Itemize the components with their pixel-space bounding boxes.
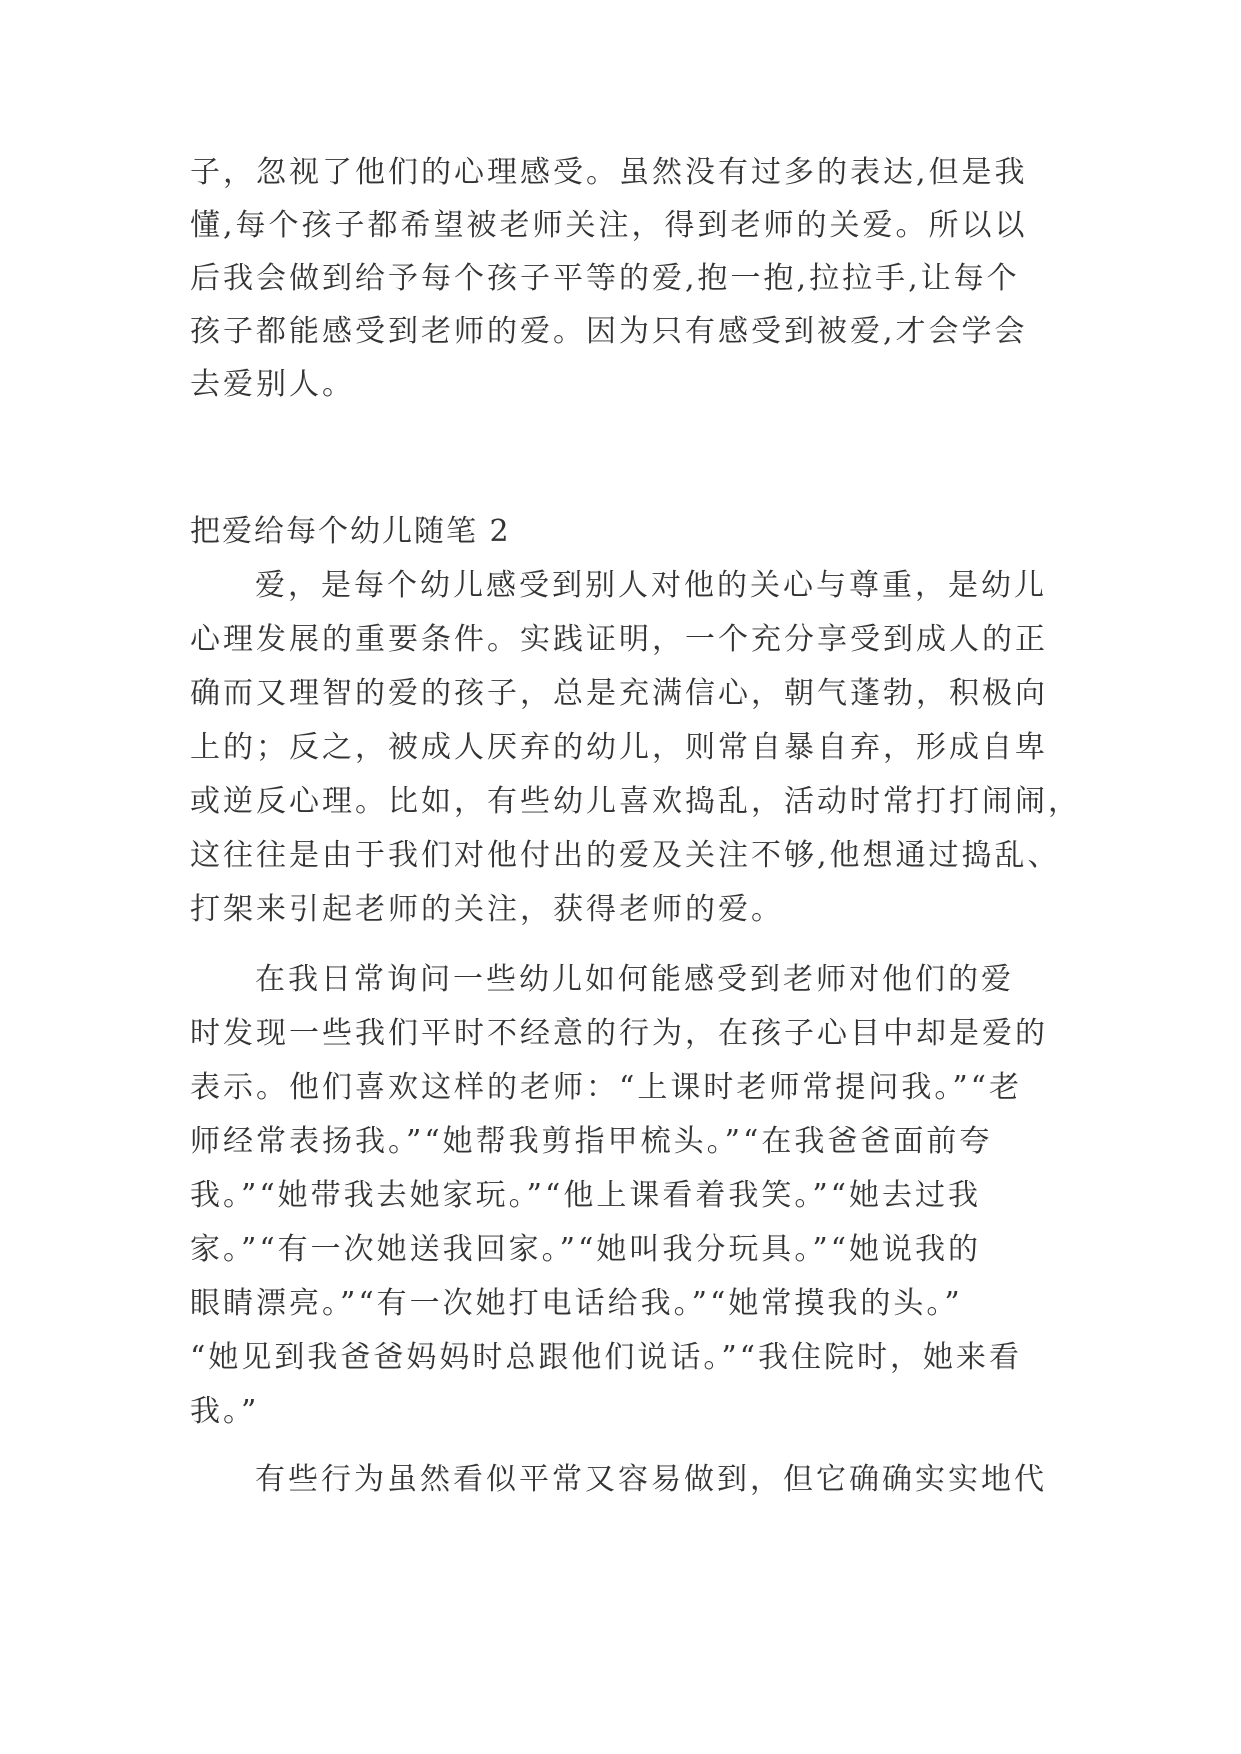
text-line: 心理发展的重要条件。实践证明，一个充分享受到成人的正 (190, 622, 1048, 657)
text-line: 爱，是每个幼儿感受到别人对他的关心与尊重，是幼儿 (255, 568, 1047, 603)
text-line: 后我会做到给予每个孩子平等的爱,抱一抱,拉拉手,让每个 (190, 261, 1020, 296)
text-line: 孩子都能感受到老师的爱。因为只有感受到被爱,才会学会 (190, 314, 1028, 349)
text-line: 我。” (190, 1394, 260, 1429)
text-line: “她见到我爸爸妈妈时总跟他们说话。”“我住院时，她来看 (190, 1340, 1023, 1375)
text-line: 家。”“有一次她送我回家。”“她叫我分玩具。”“她说我的 (190, 1232, 982, 1267)
text-line: 打架来引起老师的关注，获得老师的爱。 (190, 892, 784, 927)
section-heading: 把爱给每个幼儿随笔 2 (190, 514, 511, 549)
text-line: 确而又理智的爱的孩子，总是充满信心，朝气蓬勃，积极向 (190, 676, 1048, 711)
text-line: 懂,每个孩子都希望被老师关注，得到老师的关爱。所以以 (190, 208, 1028, 243)
text-line: 上的；反之，被成人厌弃的幼儿，则常自暴自弃，形成自卑 (190, 730, 1048, 765)
text-line: 表示。他们喜欢这样的老师：“上课时老师常提问我。”“老 (190, 1070, 1023, 1105)
text-line: 时发现一些我们平时不经意的行为，在孩子心目中却是爱的 (190, 1016, 1048, 1051)
text-line: 师经常表扬我。”“她帮我剪指甲梳头。”“在我爸爸面前夸 (190, 1124, 993, 1159)
text-line: 我。”“她带我去她家玩。”“他上课看着我笑。”“她去过我 (190, 1178, 982, 1213)
text-line: 去爱别人。 (190, 367, 355, 402)
text-line: 这往往是由于我们对他付出的爱及关注不够,他想通过捣乱、 (190, 838, 1061, 873)
text-line: 在我日常询问一些幼儿如何能感受到老师对他们的爱 (255, 962, 1014, 997)
text-line: 眼睛漂亮。”“有一次她打电话给我。”“她常摸我的头。” (190, 1286, 963, 1321)
text-line: 有些行为虽然看似平常又容易做到，但它确确实实地代 (255, 1462, 1047, 1497)
text-line: 子，忽视了他们的心理感受。虽然没有过多的表达,但是我 (190, 155, 1028, 190)
text-line: 或逆反心理。比如，有些幼儿喜欢捣乱，活动时常打打闹闹， (190, 784, 1081, 819)
